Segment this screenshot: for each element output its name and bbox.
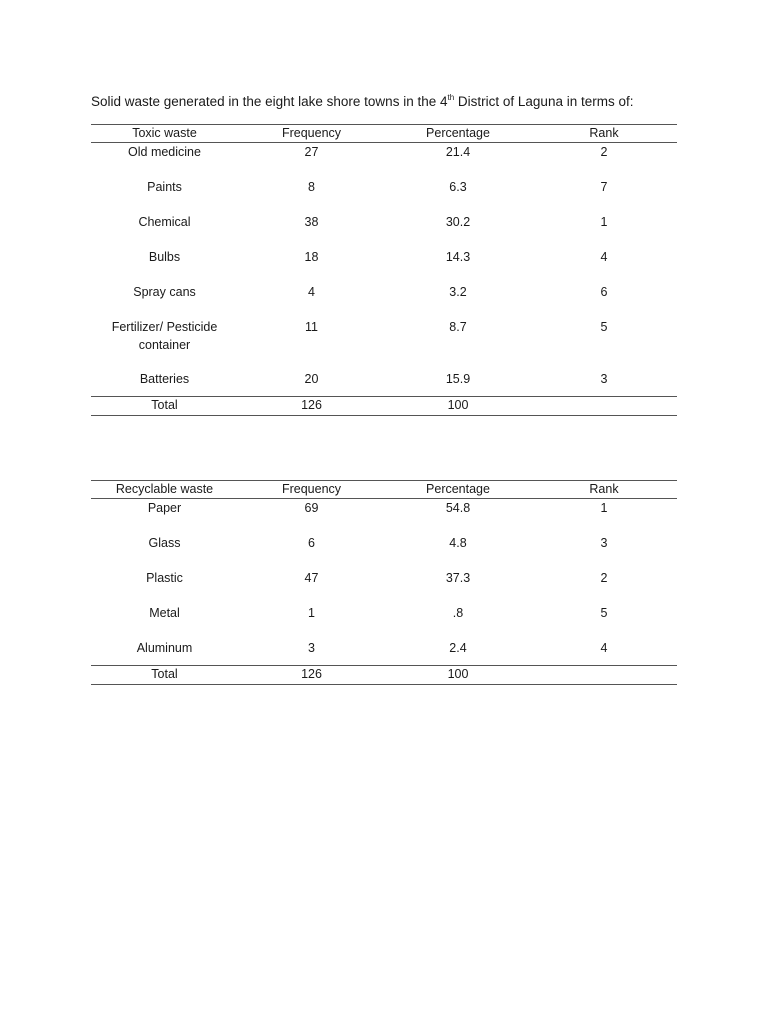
row-frequency: 1: [308, 606, 315, 620]
table-row: [91, 639, 677, 666]
header-frequency: Frequency: [238, 481, 385, 499]
row-rank: 3: [600, 536, 608, 550]
row-rank: 5: [600, 606, 608, 620]
total-row: [91, 397, 677, 416]
total-frequency: 126: [238, 666, 385, 685]
row-frequency: 6: [308, 536, 315, 550]
row-name: Spray cans: [133, 285, 196, 299]
header-rank: Rank: [531, 481, 677, 499]
row-name: Metal: [149, 606, 180, 620]
row-name: Aluminum: [136, 641, 193, 655]
intro-superscript: th: [447, 93, 455, 102]
table-header-row: [91, 481, 677, 499]
intro-text: [91, 93, 691, 111]
row-rank: 6: [600, 285, 608, 299]
table-row: [91, 318, 677, 370]
row-name: Old medicine: [128, 145, 201, 159]
row-frequency: 47: [304, 571, 319, 585]
total-percentage: 100: [385, 397, 531, 416]
row-frequency: 8: [308, 180, 315, 194]
row-percentage: 37.3: [445, 571, 471, 585]
row-name: Glass: [148, 536, 181, 550]
intro-suffix: District of Laguna in terms of:: [454, 94, 634, 109]
row-percentage: 21.4: [445, 145, 471, 159]
row-rank: 2: [600, 571, 608, 585]
header-percentage: Percentage: [385, 481, 531, 499]
row-frequency: 20: [304, 372, 319, 386]
table-row: [91, 534, 677, 569]
row-percentage: 54.8: [445, 501, 471, 515]
total-frequency: 126: [238, 397, 385, 416]
row-name: Batteries: [139, 372, 190, 386]
row-frequency: 38: [304, 215, 319, 229]
row-name: Bulbs: [148, 250, 181, 264]
row-percentage: 15.9: [445, 372, 471, 386]
row-name: Fertilizer/ Pesticide container: [111, 320, 218, 352]
row-frequency: 11: [305, 320, 318, 334]
recyclable-waste-table: [91, 480, 677, 685]
header-frequency: Frequency: [238, 125, 385, 143]
total-row: [91, 666, 677, 685]
total-rank: [531, 666, 677, 685]
header-percentage: Percentage: [385, 125, 531, 143]
header-recyclable-waste: Recyclable waste: [91, 481, 238, 499]
header-rank: Rank: [531, 125, 677, 143]
table-row: [91, 178, 677, 213]
row-name: Paper: [147, 501, 182, 515]
table-row: [91, 370, 677, 397]
row-rank: 4: [600, 250, 608, 264]
row-percentage: 6.3: [449, 180, 467, 194]
row-percentage: 8.7: [449, 320, 467, 334]
table-row: [91, 569, 677, 604]
row-frequency: 3: [308, 641, 315, 655]
table-row: [91, 213, 677, 248]
row-rank: 3: [600, 372, 608, 386]
row-name: Plastic: [146, 571, 183, 585]
table-row: [91, 499, 677, 535]
row-name: Chemical: [138, 215, 191, 229]
row-percentage: 4.8: [449, 536, 467, 550]
row-percentage: 3.2: [449, 285, 467, 299]
table-row: [91, 248, 677, 283]
intro-prefix: Solid waste generated in the eight lake shore towns in the 4: [91, 94, 448, 109]
toxic-waste-table: [91, 124, 677, 416]
total-label: Total: [91, 666, 238, 685]
table-row: [91, 143, 677, 179]
row-frequency: 27: [304, 145, 319, 159]
row-percentage: 30.2: [445, 215, 471, 229]
table-row: [91, 604, 677, 639]
row-rank: 1: [600, 215, 608, 229]
row-frequency: 4: [308, 285, 315, 299]
row-frequency: 18: [304, 250, 319, 264]
row-percentage: .8: [452, 606, 464, 620]
row-rank: 5: [600, 320, 608, 334]
row-percentage: 2.4: [449, 641, 467, 655]
row-name: Paints: [147, 180, 182, 194]
header-toxic-waste: Toxic waste: [91, 125, 238, 143]
table-row: [91, 283, 677, 318]
row-frequency: 69: [304, 501, 319, 515]
total-rank: [531, 397, 677, 416]
table-header-row: [91, 125, 677, 143]
total-label: Total: [91, 397, 238, 416]
total-percentage: 100: [385, 666, 531, 685]
row-percentage: 14.3: [445, 250, 471, 264]
row-rank: 1: [600, 501, 608, 515]
row-rank: 7: [600, 180, 608, 194]
row-rank: 2: [600, 145, 608, 159]
row-rank: 4: [600, 641, 608, 655]
